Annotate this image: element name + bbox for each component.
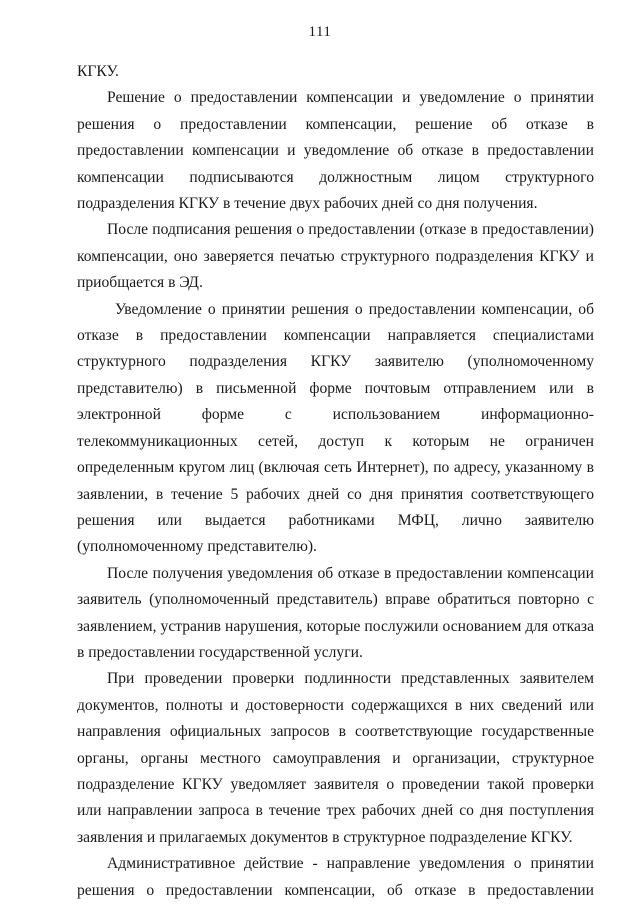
paragraph-notification-delivery: Уведомление о принятии решения о предоставлении компенсации, об отказе в предоставлении компенсации направляется специалистами структурного подразделения КГКУ заявителю (уполномоченному представителю) в письменной форме почтовым отправлением или в электронной форме с использованием информационно-телекоммуникационных сетей, доступ к которым не ограничен определенным кругом лиц (включая сеть Интернет), по адресу, указанному в заявлении, в течение 5 рабочих дней со дня принятия соответствующего решения или выдается работниками МФЦ, лично заявителю (уполномоченному представителю). [77, 300, 594, 556]
paragraph-verification-notice: При проведении проверки подлинности представленных заявителем документов, полноты и достоверности содержащихся в них сведений или направления официальных запросов в соответствующие государственные органы, органы местного самоуправления и организации, структурное подразделение КГКУ уведомляет заявителя о проведении такой проверки или направлении запроса в течение трех рабочих дней со дня поступления заявления и прилагаемых документов в структурное подразделение КГКУ. [77, 670, 594, 846]
paragraph-decision-certification: После подписания решения о предоставлении (отказе в предоставлении) компенсации, оно заверяется печатью структурного подразделения КГКУ и приобщается в ЭД. [77, 221, 594, 292]
page-number: 111 [308, 24, 332, 40]
paragraph-decision-signing: Решение о предоставлении компенсации и уведомление о принятии решения о предоставлении компенсации, решение об отказе в предоставлении компенсации и уведомление об отказе в предоставлении компенсации подписываются должностным лицом структурного подразделения КГКУ в течение двух рабочих дней со дня получения. [77, 89, 594, 213]
paragraph-continuation: КГКУ. [77, 63, 119, 80]
paragraph-administrative-action: Административное действие - направление уведомления о принятии решения о предоставлении компенсации, об отказе в предоставлении [77, 855, 594, 899]
paragraph-reapplication: После получения уведомления об отказе в предоставлении компенсации заявитель (уполномоченный представитель) вправе обратиться повторно с заявлением, устранив нарушения, которые послужили основанием для отказа в предоставлении государственной услуги. [77, 564, 594, 661]
document-body [77, 59, 594, 904]
